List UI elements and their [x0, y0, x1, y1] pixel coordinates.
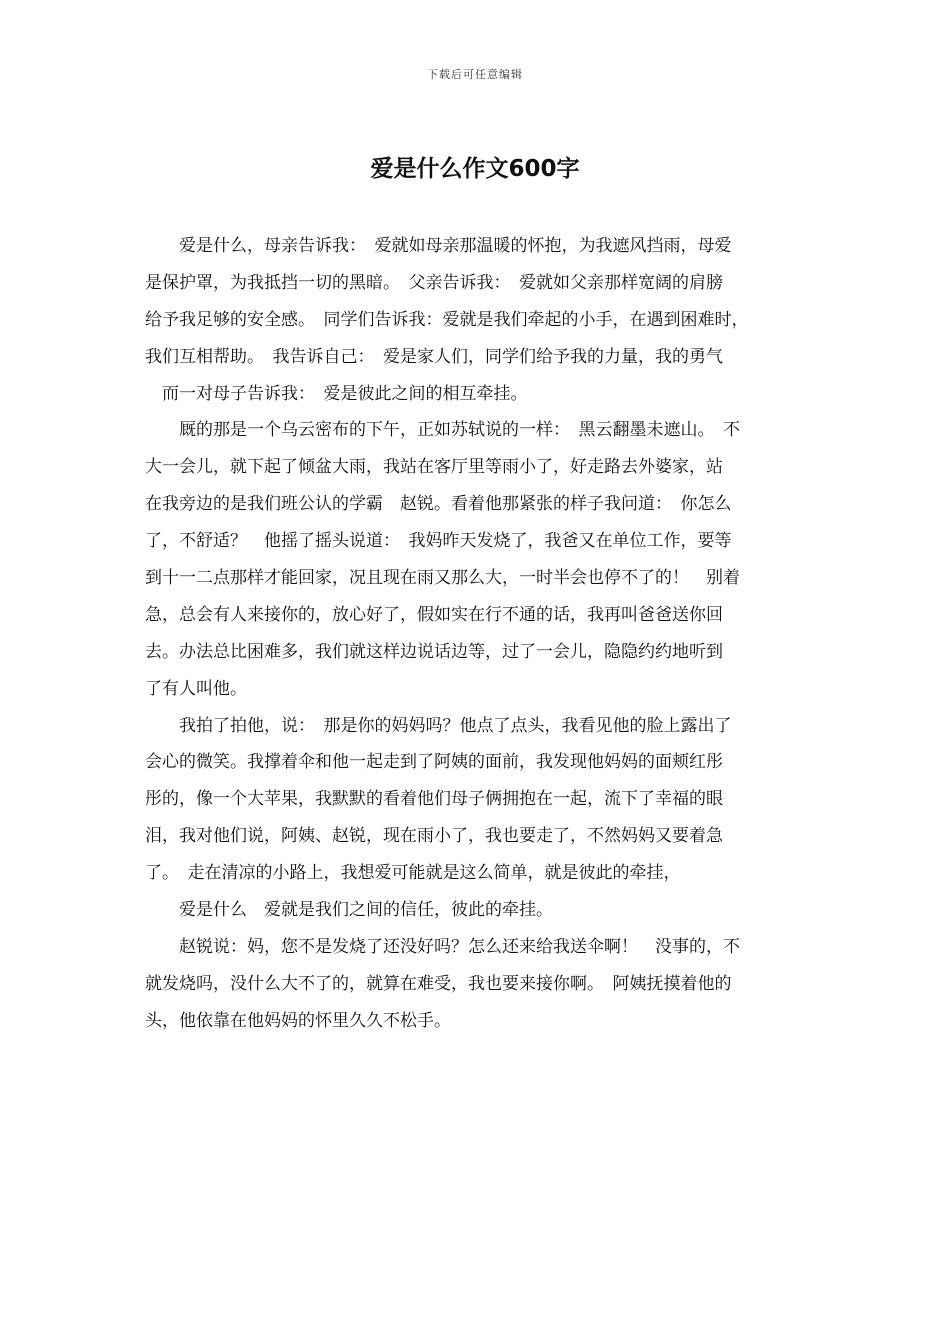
- text-line: 会心的微笑。我撑着伞和他一起走到了阿姨的面前，我发现他妈妈的面颊红彤: [145, 752, 723, 773]
- text-line: 我拍了拍他，说： 那是你的妈妈吗？他点了点头，我看见他的脸上露出了: [145, 715, 732, 736]
- text-line: 了，不舒适？ 他摇了摇头说道： 我妈昨天发烧了，我爸又在单位工作，要等: [145, 531, 732, 552]
- text-line: 厩的那是一个乌云密布的下午，正如苏轼说的一样： 黑云翻墨未遮山。 不: [145, 420, 740, 441]
- text-line: 我们互相帮助。 我告诉自己： 爱是家人们，同学们给予我的力量，我的勇气: [145, 346, 723, 367]
- text-line: 急，总会有人来接你的，放心好了，假如实在行不通的话，我再叫爸爸送你回: [145, 604, 723, 625]
- document-title: 爱是什么作文600字: [370, 156, 580, 182]
- text-line: 彤的，像一个大苹果，我默默的看着他们母子俩拥抱在一起，流下了幸福的眼: [145, 789, 723, 810]
- text-line: 泪，我对他们说，阿姨、赵锐，现在雨小了，我也要走了，不然妈妈又要着急: [145, 826, 723, 847]
- text-line: 是保护罩，为我抵挡一切的黑暗。 父亲告诉我： 爱就如父亲那样宽阔的肩膀: [145, 272, 723, 293]
- text-line: 爱是什么 爱就是我们之间的信任，彼此的牵挂。: [145, 900, 553, 921]
- text-line: 爱是什么，母亲告诉我： 爱就如母亲那温暖的怀抱，为我遮风挡雨，母爱: [145, 236, 732, 256]
- text-line: 到十一二点那样才能回家，况且现在雨又那么大，一时半会也停不了的！ 别着: [145, 568, 740, 589]
- document-body: [145, 228, 817, 1040]
- text-line: 就发烧吗，没什么大不了的，就算在难受，我也要来接你啊。 阿姨抚摸着他的: [145, 973, 732, 994]
- text-line: 去。办法总比困难多，我们就这样边说话边等，过了一会儿，隐隐约约地听到: [145, 641, 723, 662]
- text-line: 给予我足够的安全感。 同学们告诉我：爱就是我们牵起的小手，在遇到困难时，: [145, 309, 749, 330]
- header-note: 下载后可任意编辑: [427, 68, 523, 81]
- text-line: 了有人叫他。: [145, 678, 247, 699]
- text-line: 头，他依靠在他妈妈的怀里久久不松手。: [145, 1010, 451, 1031]
- text-line: 而一对母子告诉我： 爱是彼此之间的相互牵挂。: [145, 383, 528, 404]
- text-line: 在我旁边的是我们班公认的学霸 赵锐。看着他那紧张的样子我问道： 你怎么: [145, 494, 732, 515]
- text-line: 了。 走在清凉的小路上，我想爱可能就是这么简单，就是彼此的牵挂，: [145, 863, 681, 884]
- text-line: 赵锐说：妈，您不是发烧了还没好吗？怎么还来给我送伞啊！ 没事的，不: [145, 936, 740, 957]
- text-line: 大一会儿，就下起了倾盆大雨，我站在客厅里等雨小了，好走路去外婆家，站: [145, 457, 723, 478]
